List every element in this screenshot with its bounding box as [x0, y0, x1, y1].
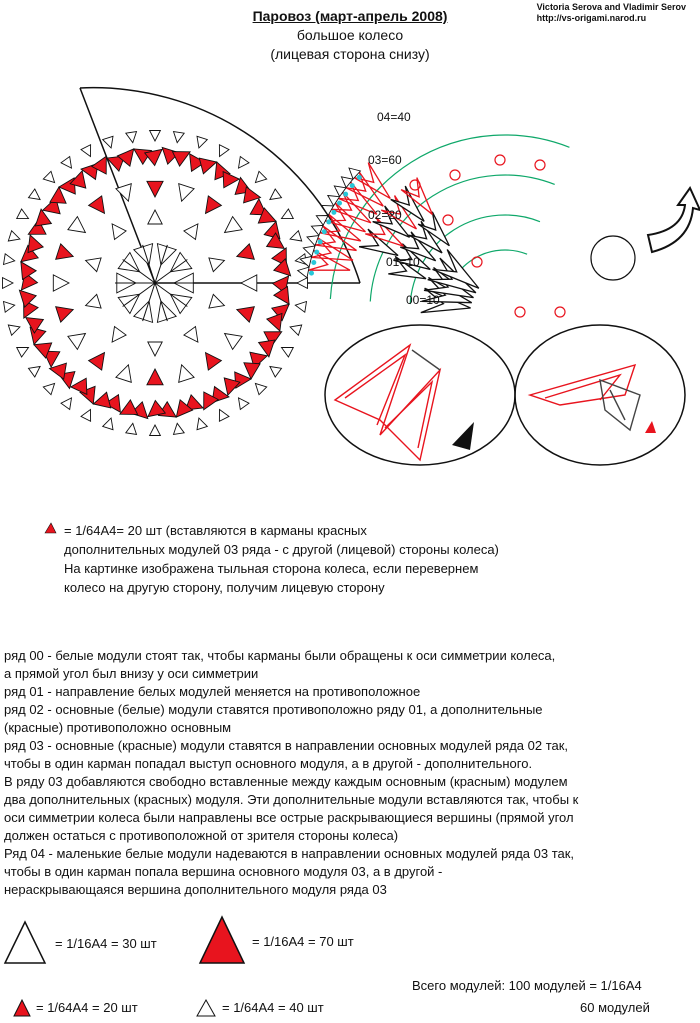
wheel-row01-module [148, 210, 162, 224]
wheel-row01-module [184, 224, 198, 240]
row-label-01: 01=10 [386, 255, 420, 269]
wheel-row02-module [237, 307, 255, 322]
instruction-line: ряд 03 - основные (красные) модули ставятся в направлении основных модулей ряда 02 так, [4, 738, 569, 753]
small-module-note: = 1/64A4= 20 шт (вставляются в карманы красных дополнительных модулей 03 ряда - с другой (лицевой) стороны колеса) На картинке изображена тыльная сторона колеса, если перевернем колесо на другую сторону, получим лицевую сторону [64, 523, 499, 595]
wheel-row02-module [241, 275, 257, 291]
wheel-row01-module [209, 294, 225, 308]
page-title: Паровоз (март-апрель 2008) [252, 8, 448, 24]
wheel-row04-module [61, 157, 72, 169]
side-joint-dot [343, 192, 348, 197]
side-joint-dot [326, 219, 331, 224]
wheel-row02-module [147, 181, 163, 197]
wheel-row02-module [53, 275, 69, 291]
side-joint-marker [555, 307, 565, 317]
legend-red-small-icon [14, 1000, 30, 1016]
wheel-row02-module [237, 244, 255, 259]
instruction-line: (красные) противоположно основным [4, 720, 232, 735]
wheel-row02-module [56, 244, 73, 259]
instruction-line: ряд 02 - основные (белые) модули ставятся противоположно ряду 01, а дополнительные [4, 702, 543, 717]
total-modules-line1: Всего модулей: 100 модулей = 1/16A4 [412, 978, 642, 993]
detail-right-module [530, 365, 640, 430]
wheel-row02-module [68, 334, 86, 350]
wheel-row04-module [29, 189, 41, 200]
wheel-row03-module [223, 172, 239, 188]
legend-red-large-label: = 1/16A4 = 70 шт [252, 934, 354, 949]
row-label-03: 03=60 [368, 153, 402, 167]
detail-arrow-icon [452, 422, 474, 450]
side-joint-dot [311, 260, 316, 265]
side-joint-dot [337, 201, 342, 206]
legend-white-small-label: = 1/64A4 = 40 шт [222, 1000, 324, 1015]
side-joint-marker [495, 155, 505, 165]
wheel-row04-module [219, 410, 229, 422]
instruction-line: два дополнительных (красных) модуля. Эти дополнительные модули вставляются так, чтобы к [4, 792, 579, 807]
wheel-row02-module [179, 184, 194, 202]
wheel-row03-module [172, 152, 190, 167]
wheel-row04-module [270, 367, 282, 378]
wheel-row01-module [184, 327, 198, 343]
wheel-row02-module [225, 334, 243, 350]
instruction-line: нераскрывающаяся вершина дополнительного модуля ряда 03 [4, 882, 387, 897]
wheel-row04-module [219, 145, 229, 157]
side-joint-marker [443, 215, 453, 225]
legend-red-small-label: = 1/64A4 = 20 шт [36, 1000, 138, 1015]
wheel-row04-module [8, 231, 20, 241]
side-joint-dot [331, 210, 336, 215]
side-joint-dot [357, 175, 362, 180]
side-view [298, 135, 635, 317]
wheel-row03-module [19, 290, 36, 307]
wheel-row04-module [282, 347, 294, 357]
instruction-line: ряд 01 - направление белых модулей меняется на противоположное [4, 684, 421, 699]
wheel-row03-module [274, 259, 291, 276]
wheel-row04-module [17, 209, 29, 219]
author-name: Victoria Serova and Vladimir Serov [536, 2, 686, 12]
row-label-04: 04=40 [377, 110, 411, 124]
wheel-row04-module [4, 302, 15, 313]
wheel-row04-module [81, 410, 91, 422]
side-joint-marker [450, 170, 460, 180]
wheel-row04-module [126, 132, 137, 143]
wheel-row02-module [225, 217, 243, 233]
wheel-row04-module [29, 367, 41, 378]
side-joint-dot [314, 250, 319, 255]
wheel-row04-module [103, 136, 113, 148]
side-joint-marker [472, 257, 482, 267]
wheel-row02-module [89, 196, 105, 214]
total-modules-line2: 60 модулей [580, 1000, 650, 1015]
side-joint-marker [410, 180, 420, 190]
site-link[interactable]: http://vs-origami.narod.ru [536, 13, 647, 23]
detail-circle-right [515, 325, 685, 465]
side-highlight-circle [591, 236, 635, 280]
side-joint-dot [350, 183, 355, 188]
rotate-arrow-icon [648, 188, 700, 252]
wheel-row04-module [255, 171, 266, 182]
wheel-row04-module [43, 383, 54, 394]
subtitle-wheel: большое колесо [296, 27, 404, 43]
wheel-row04-module [150, 131, 161, 142]
wheel-row04-module [174, 132, 185, 143]
wheel-row02-module [206, 353, 222, 371]
legend-white-large-icon [5, 922, 45, 963]
wheel-row04-module [17, 347, 29, 357]
wheel-row03-module [267, 313, 282, 331]
wheel-row01-module [86, 294, 102, 308]
wheel-row02-module [89, 353, 105, 371]
wheel-row01-module [209, 258, 225, 272]
side-joint-dot [309, 271, 314, 276]
wheel-row02-module [116, 365, 131, 383]
instruction-line: чтобы в один карман попадал выступ основного модуля, а в другой - дополнительного. [4, 756, 533, 771]
side-joint-dot [322, 229, 327, 234]
assembly-instructions [4, 647, 696, 899]
wheel-row04-module [150, 425, 161, 436]
wheel-row02-module [147, 369, 163, 385]
detail-circle-left [325, 325, 515, 465]
instruction-line: Ряд 04 - маленькие белые модули надеваются в направлении основных модулей ряда 03 так, [4, 846, 575, 861]
wheel-row04-module [197, 136, 207, 148]
wheel-row04-module [81, 145, 91, 157]
subtitle-side: (лицевая сторона снизу) [270, 46, 430, 62]
note-small-red-icon [45, 523, 56, 533]
side-row04-module [311, 225, 323, 235]
wheel-row04-module [8, 325, 20, 335]
detail-small-red-icon [645, 421, 656, 433]
wheel-row01-module [86, 258, 102, 272]
instruction-line: а прямой угол был внизу у оси симметрии [4, 666, 259, 681]
wheel-row04-module [43, 171, 54, 182]
wheel-row04-module [255, 383, 266, 394]
wheel-row04-module [295, 302, 306, 313]
instruction-line: ряд 00 - белые модули стоят так, чтобы карманы были обращены к оси симметрии колеса, [4, 648, 556, 663]
instruction-line: чтобы в один карман попала вершина основного модуля 03, а в другой - [4, 864, 443, 879]
wheel-row04-module [4, 254, 15, 265]
legend-white-large-label: = 1/16A4 = 30 шт [55, 936, 157, 951]
wheel-row04-module [239, 398, 250, 410]
wheel-row04-module [126, 423, 137, 434]
wheel-row03-module [93, 392, 110, 408]
wheel-row02-module [179, 365, 194, 383]
legend-red-large-icon [200, 917, 244, 963]
wheel-row04-module [239, 157, 250, 169]
side-row04-module [298, 267, 309, 278]
wheel-row03-module [120, 400, 138, 415]
wheel-row01-module [112, 224, 126, 240]
wheel-row03-module [199, 158, 216, 174]
wheel-row04-module [174, 423, 185, 434]
wheel-row04-module [103, 418, 113, 430]
wheel-row01-module [148, 342, 162, 356]
side-joint-marker [515, 307, 525, 317]
wheel-row02-module [206, 196, 222, 214]
side-joint-dot [318, 239, 323, 244]
wheel-row04-module [197, 418, 207, 430]
row-label-02: 02=20 [368, 208, 402, 222]
instruction-line: В ряду 03 добавляются свободно вставленные между каждым основным (красным) модулем [4, 774, 568, 789]
side-row04-module [322, 205, 334, 215]
wheel-row04-module [270, 189, 282, 200]
wheel-row04-module [290, 325, 302, 335]
instruction-line: оси симметрии колеса были направлены все острые раскрывающиеся вершины (прямой угол [4, 810, 574, 825]
side-joint-marker [535, 160, 545, 170]
wheel-row02-module [68, 217, 86, 233]
instruction-line: должен остаться с противоположной от зрителя стороны колеса) [4, 828, 399, 843]
legend-white-small-icon [197, 1000, 215, 1016]
row-label-00: 00=10 [406, 293, 440, 307]
wheel-row02-module [56, 307, 73, 322]
wheel-row03-module [28, 235, 43, 253]
wheel-row04-module [297, 278, 308, 289]
wheel-row04-module [61, 398, 72, 410]
wheel-row03-module [71, 378, 87, 394]
wheel-row01-module [112, 327, 126, 343]
wheel-row04-module [3, 278, 14, 289]
wheel-row04-module [282, 209, 294, 219]
wheel-row04-module [290, 231, 302, 241]
